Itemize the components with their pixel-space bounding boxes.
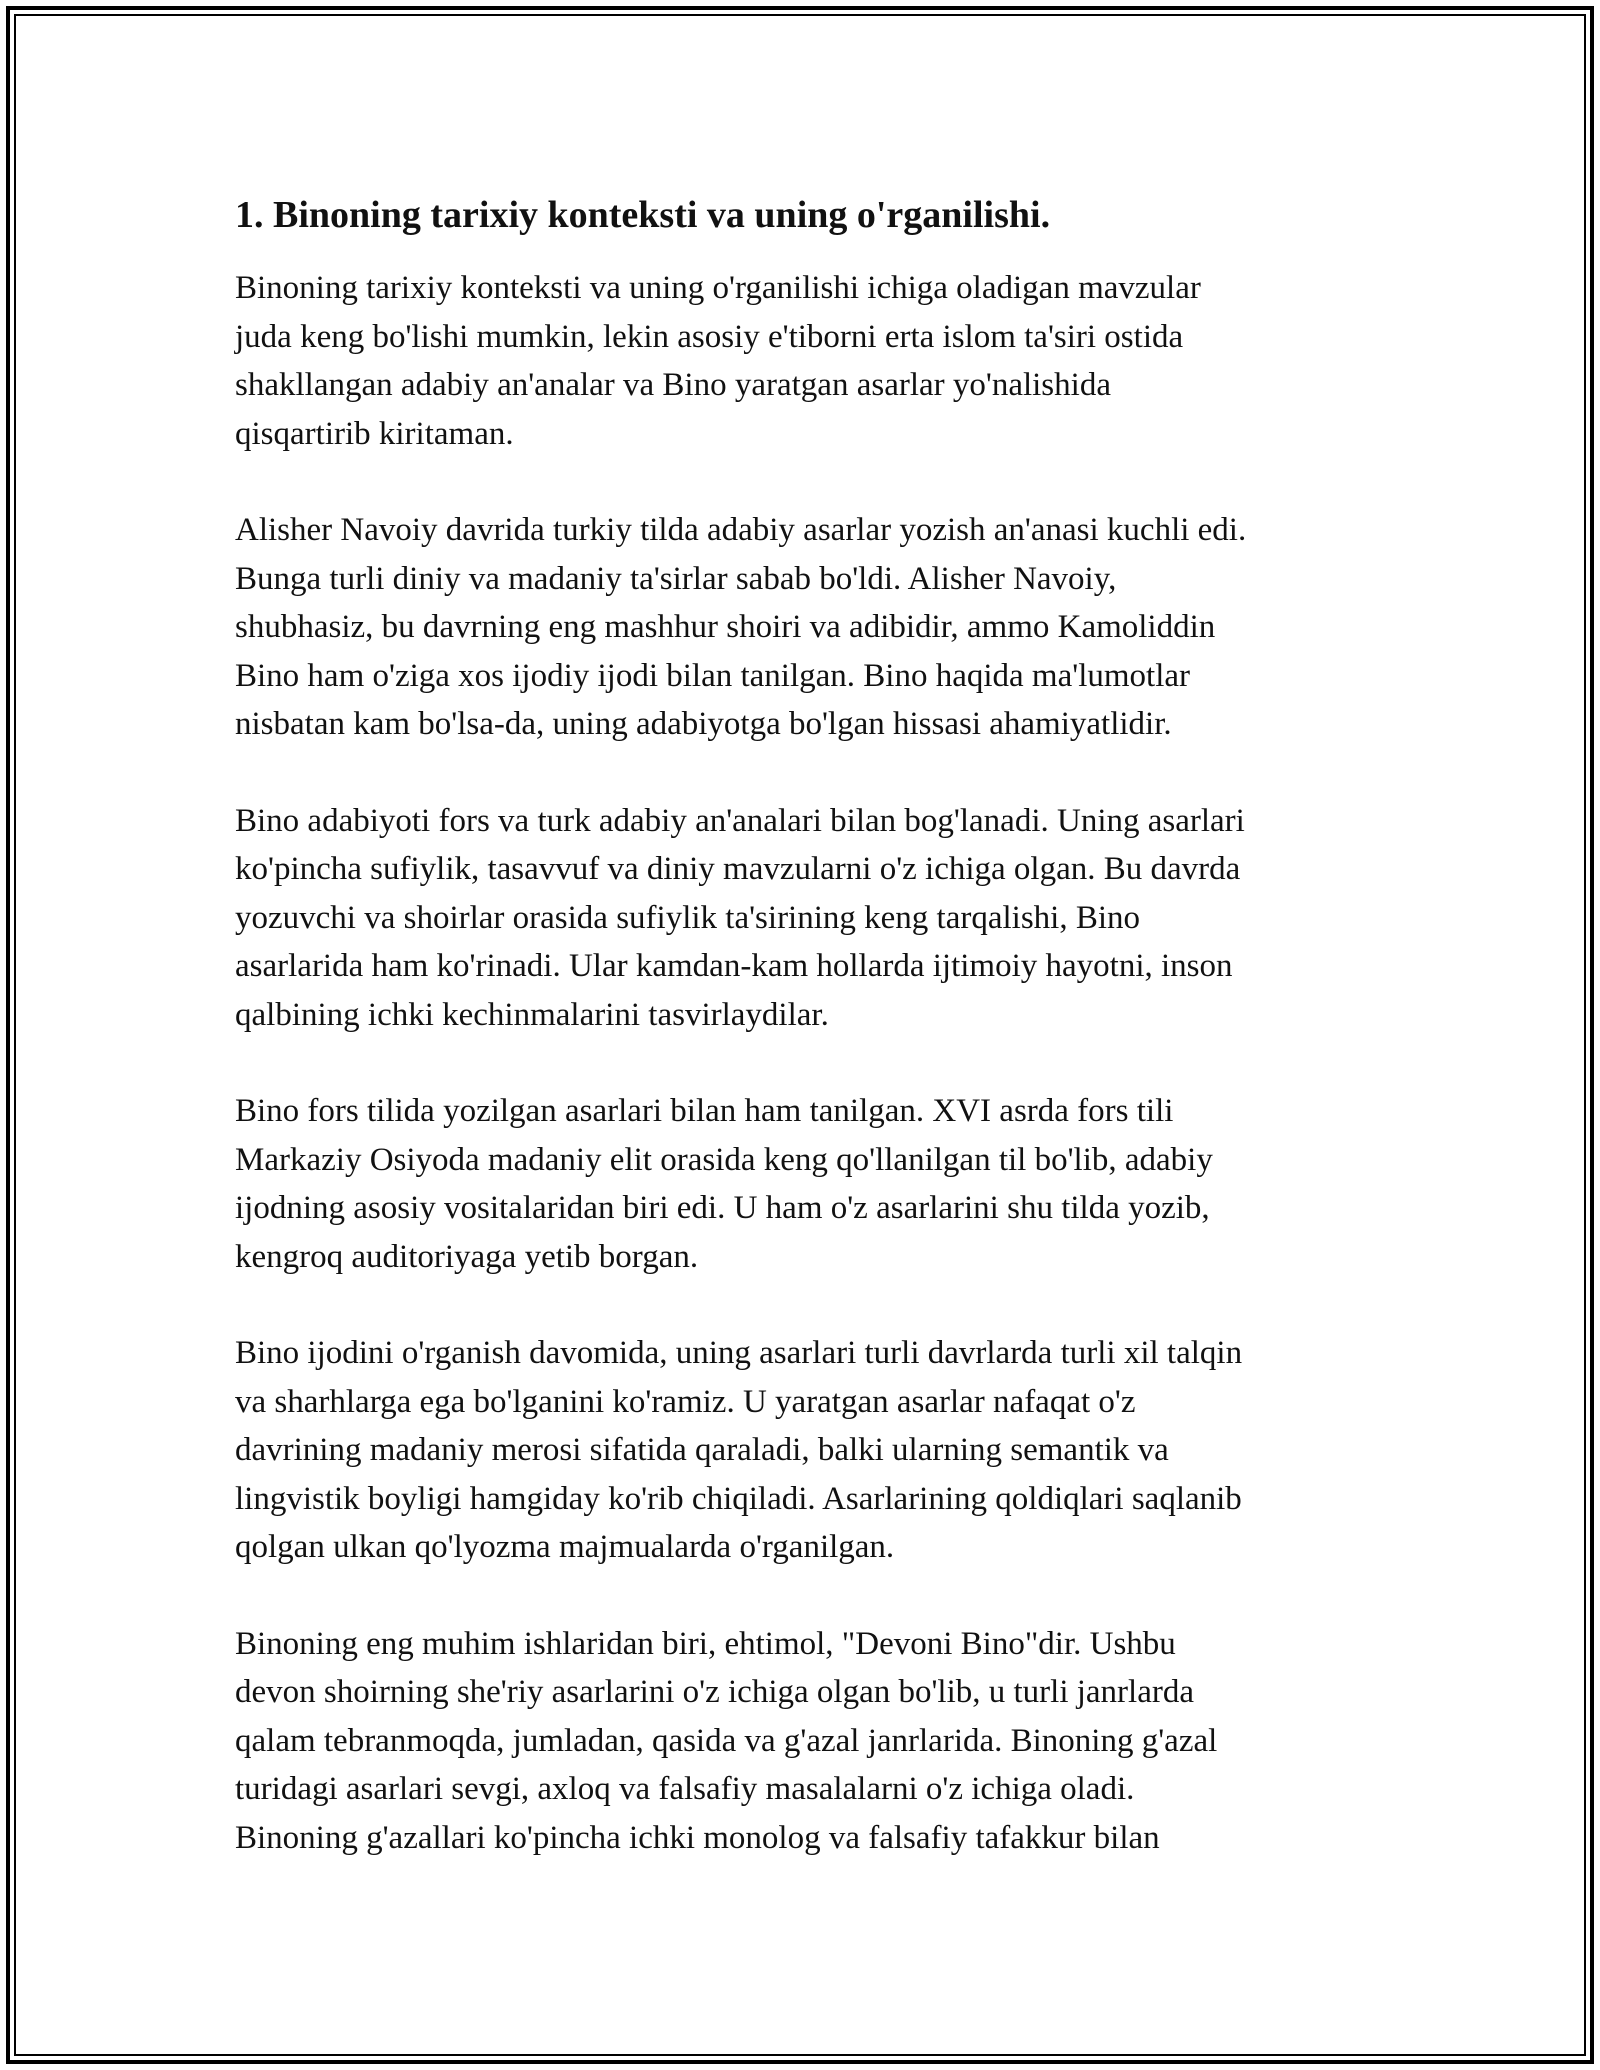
paragraph-2: Alisher Navoiy davrida turkiy tilda adabiy asarlar yozish an'anasi kuchli edi. Bunga turli diniy va madaniy ta'sirlar sabab bo'ldi. Alisher Navoiy, shubhasiz, bu davrning eng mashhur shoiri va adibidir, ammo Kamoliddin Bino ham o'ziga xos ijodiy ijodi bilan tanilgan. Bino haqida ma'lumotlar nisbatan kam bo'lsa-da, uning adabiyotga bo'lgan hissasi ahamiyatlidir. [235, 512, 1247, 742]
paragraph-6: Binoning eng muhim ishlaridan biri, ehtimol, "Devoni Bino"dir. Ushbu devon shoirning she'riy asarlarini o'z ichiga olgan bo'lib, u turli janrlarda qalam tebranmoqda, jumladan, qasida va g'azal janrlarida. Binoning g'azal turidagi asarlari sevgi, axloq va falsafiy masalalarni o'z ichiga oladi. Binoning g'azallari ko'pincha ichki monolog va falsafiy tafakkur bilan [235, 1625, 1218, 1856]
paragraph-5: Bino ijodini o'rganish davomida, uning asarlari turli davrlarda turli xil talqin va sharhlarga ega bo'lganini ko'ramiz. U yaratgan asarlar nafaqat o'z davrining madaniy merosi sifatida qaraladi, balki ularning semantik va lingvistik boyligi hamgiday ko'rib chiqiladi. Asarlarining qoldiqlari saqlanib qolgan ulkan qo'lyozma majmualarda o'rganilgan. [235, 1335, 1243, 1565]
paragraph-4: Bino fors tilida yozilgan asarlari bilan ham tanilgan. XVI asrda fors tili Markaziy Osiyoda madaniy elit orasida keng qo'llanilgan til bo'lib, adabiy ijodning asosiy vositalaridan biri edi. U ham o'z asarlarini shu tilda yozib, kengroq auditoriyaga yetib borgan. [235, 1093, 1213, 1275]
document-body [235, 184, 1375, 1862]
paragraph-1: Binoning tarixiy konteksti va uning o'rganilishi ichiga oladigan mavzular juda keng bo'lishi mumkin, lekin asosiy e'tiborni erta islom ta'siri ostida shakllangan adabiy an'analar va Bino yaratgan asarlar yo'nalishida qisqartirib kiritaman. [235, 270, 1201, 452]
paragraph-3: Bino adabiyoti fors va turk adabiy an'analari bilan bog'lanadi. Uning asarlari ko'pincha sufiylik, tasavvuf va diniy mavzularni o'z ichiga olgan. Bu davrda yozuvchi va shoirlar orasida sufiylik ta'sirining keng tarqalishi, Bino asarlarida ham ko'rinadi. Ular kamdan-kam hollarda ijtimoiy hayotni, inson qalbining ichki kechinmalarini tasvirlaydilar. [235, 802, 1245, 1033]
section-heading: 1. Binoning tarixiy konteksti va uning o'rganilishi. [235, 194, 1051, 236]
